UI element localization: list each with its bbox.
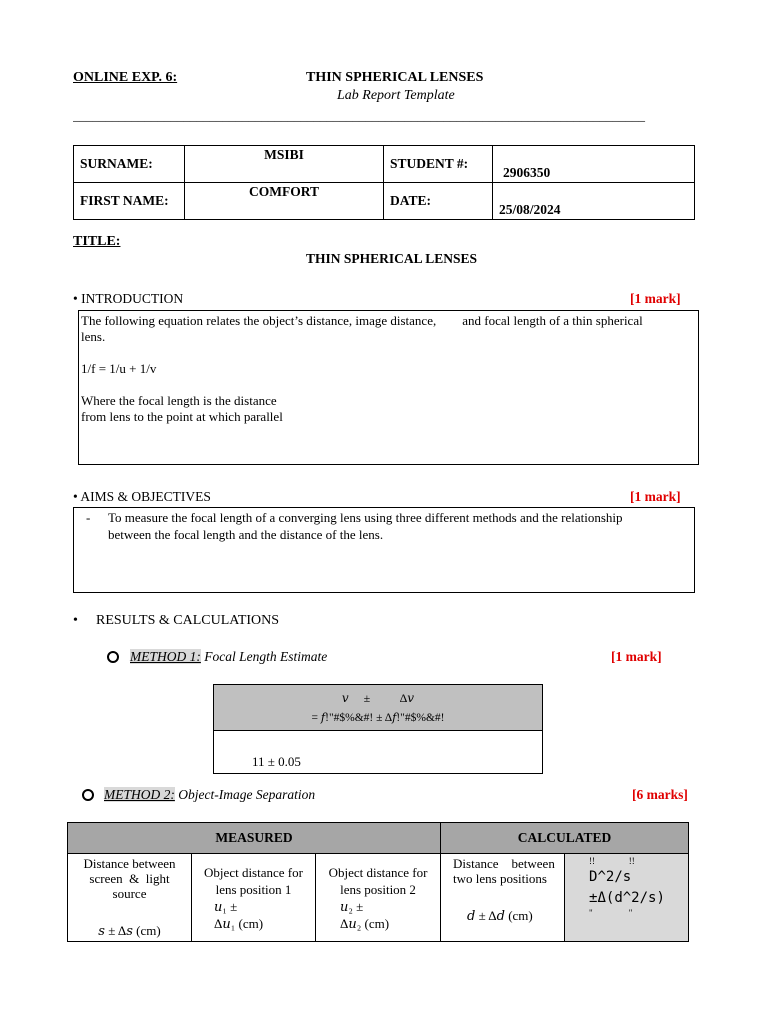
- method1-table: [213, 684, 543, 774]
- aims-line: between the focal length and the distance of the lens.: [108, 527, 384, 542]
- method1-value: 11 ± 0.05: [214, 731, 543, 774]
- method1-name: Focal Length Estimate: [200, 649, 328, 664]
- report-title: THIN SPHERICAL LENSES: [306, 70, 484, 85]
- d-squared-over-s-header: [565, 854, 689, 942]
- header-unit: 𝑑 ± Δ𝑑 (cm): [467, 908, 533, 923]
- calculated-header: CALCULATED: [441, 823, 689, 854]
- header-unit: 𝑠 ± Δ𝑠 (cm): [98, 923, 161, 938]
- table-row: [214, 685, 543, 731]
- method2-marks: [6 marks]: [632, 787, 688, 802]
- method1-marks: [1 mark]: [611, 649, 662, 664]
- title-label: TITLE:: [73, 234, 121, 249]
- measured-header: MEASURED: [68, 823, 441, 854]
- header-line: Δ𝑢₂ (cm): [340, 916, 390, 931]
- header-line: two lens positions: [453, 871, 547, 886]
- method1-label: METHOD 1:: [130, 649, 201, 664]
- screen-source-distance-header: [68, 854, 192, 942]
- method2-table: [67, 822, 689, 942]
- first-name-label: FIRST NAME:: [74, 183, 185, 220]
- table-row: [214, 731, 543, 774]
- header-line: ±Δ(d^2/s): [589, 890, 665, 906]
- introduction-marks: [1 mark]: [630, 291, 681, 306]
- formula-line: = 𝑓!"#$%&#! ± Δ𝑓!"#$%&#!: [311, 711, 445, 724]
- aims-heading: • AIMS & OBJECTIVES: [73, 489, 211, 504]
- exp-label: ONLINE EXP. 6:: [73, 70, 178, 85]
- results-bullet: •: [73, 613, 78, 628]
- method2-name: Object-Image Separation: [174, 787, 316, 802]
- header-line: Object distance for: [328, 865, 428, 880]
- lens-positions-distance-header: [441, 854, 565, 942]
- header-line: lens position 1: [215, 882, 292, 897]
- method1-heading: [130, 649, 327, 665]
- student-number-value: 2906350: [493, 146, 695, 183]
- circle-bullet-icon: [82, 789, 94, 801]
- student-info-table: [73, 145, 695, 220]
- table-row: [68, 854, 689, 942]
- report-subtitle: Lab Report Template: [337, 88, 455, 103]
- formula-line: 𝑣 ± Δ𝑣: [341, 690, 415, 705]
- header-line: screen & light: [89, 871, 170, 886]
- surname-label: SURNAME:: [74, 146, 185, 183]
- introduction-heading: • INTRODUCTION: [73, 291, 184, 306]
- header-line: Object distance for: [204, 865, 303, 880]
- date-value: 25/08/2024: [493, 183, 695, 220]
- lens-position2-header: [316, 854, 441, 942]
- circle-bullet-icon: [107, 651, 119, 663]
- header-line: source: [112, 886, 147, 901]
- surname-value: MSIBI: [185, 146, 384, 183]
- method1-formula-cell: [214, 685, 543, 731]
- table-row: [74, 183, 695, 220]
- lens-equation: 1/f = 1/u + 1/v: [81, 361, 157, 376]
- header-line: lens position 2: [340, 882, 416, 897]
- header-line: !! !!: [589, 856, 635, 866]
- introduction-line: Where the focal length is the distance: [81, 393, 277, 408]
- introduction-line: from lens to the point at which parallel: [81, 409, 283, 424]
- aims-line: To measure the focal length of a converging lens using three different methods and the relationship: [108, 510, 623, 525]
- header-line: 𝑢₂ ±: [340, 899, 364, 914]
- header-line: Δ𝑢₁ (cm): [214, 916, 264, 931]
- method2-label: METHOD 2:: [104, 787, 175, 802]
- introduction-box: [78, 310, 699, 465]
- results-heading: RESULTS & CALCULATIONS: [96, 613, 280, 628]
- table-row: [74, 146, 695, 183]
- first-name-value: COMFORT: [185, 183, 384, 220]
- header-line: D^2/s: [589, 869, 632, 885]
- method2-heading: [104, 787, 315, 803]
- introduction-line: lens.: [81, 329, 106, 344]
- aims-box: [73, 507, 695, 593]
- aims-dash: -: [86, 510, 91, 525]
- header-rule: ________________________________________________________________________________________: [73, 108, 645, 123]
- date-label: DATE:: [384, 183, 493, 220]
- table-row: [68, 823, 689, 854]
- header-line: Distance between: [453, 856, 555, 871]
- introduction-line: The following equation relates the object’s distance, image distance, and focal length of a thin spherical: [81, 313, 643, 328]
- header-line: Distance between: [83, 856, 176, 871]
- lens-position1-header: [192, 854, 316, 942]
- student-number-label: STUDENT #:: [384, 146, 493, 183]
- aims-marks: [1 mark]: [630, 489, 681, 504]
- title-value: THIN SPHERICAL LENSES: [306, 251, 478, 266]
- header-line: " ": [589, 908, 633, 918]
- header-line: 𝑢₁ ±: [214, 899, 238, 914]
